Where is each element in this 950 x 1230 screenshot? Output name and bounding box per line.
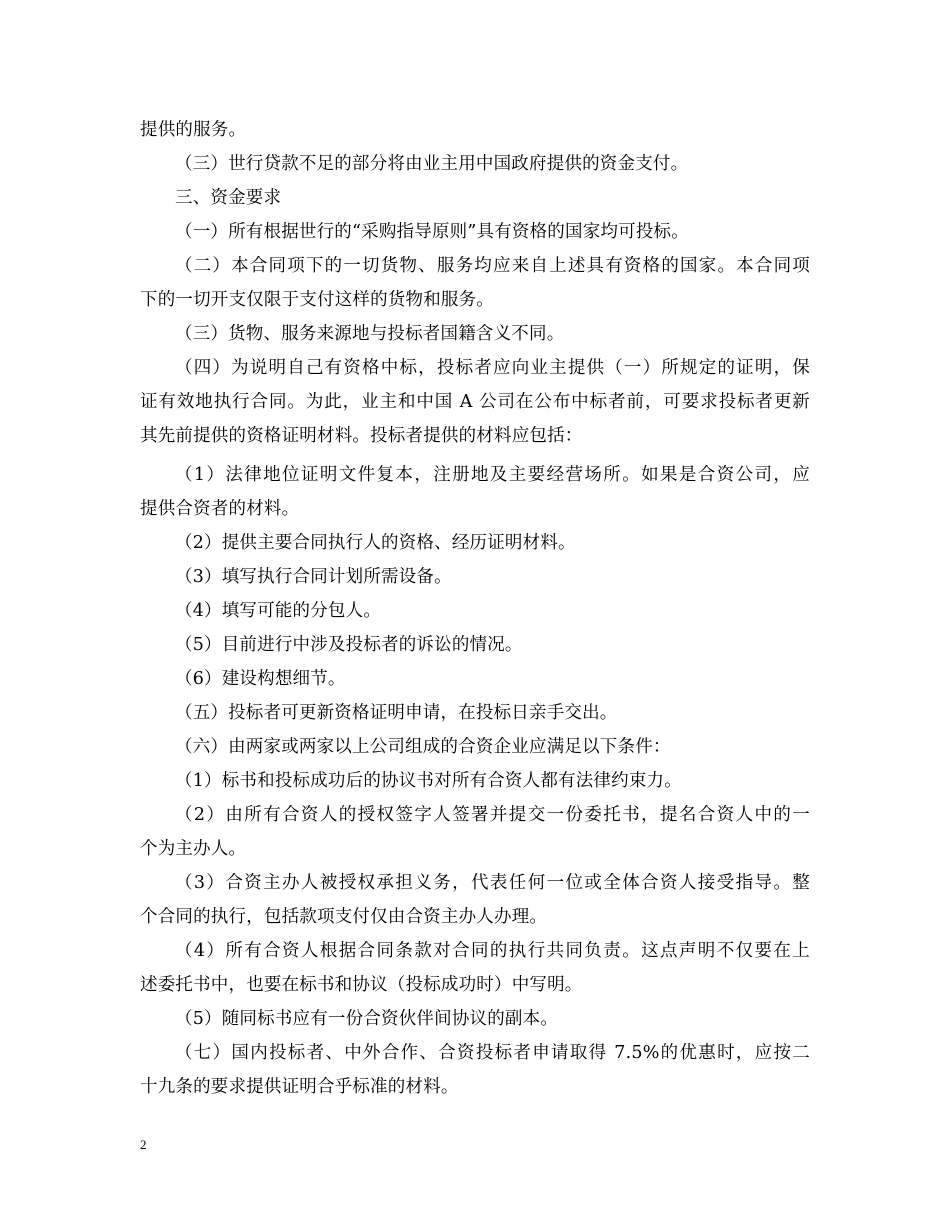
- text-line: （三）世行贷款不足的部分将由业主用中国政府提供的资金支付。: [175, 154, 689, 174]
- text-line: 个为主办人。: [140, 839, 247, 859]
- text-line: 十九条的要求提供证明合乎标准的材料。: [140, 1077, 459, 1097]
- text-line: （三）货物、服务来源地与投标者国籍含义不同。: [175, 324, 565, 344]
- text-line: 其先前提供的资格证明材料。投标者提供的材料应包括：: [140, 426, 583, 446]
- text-line: 提供的服务。: [140, 120, 247, 140]
- text-line: 述委托书中，也要在标书和协议（投标成功时）中写明。: [140, 975, 583, 995]
- text-line: （2）提供主要合同执行人的资格、经历证明材料。: [175, 533, 576, 553]
- text-line: （6）建设构想细节。: [175, 669, 346, 689]
- text-line: （5）随同标书应有一份合资伙伴间协议的副本。: [175, 1009, 559, 1029]
- text-line: （六）由两家或两家以上公司组成的合资企业应满足以下条件：: [175, 737, 671, 757]
- text-line: （一）所有根据世行的“采购指导原则”具有资格的国家均可投标。: [175, 222, 689, 242]
- text-line: （2）由所有合资人的授权签字人签署并提交一份委托书，提名合资人中的一: [175, 805, 810, 825]
- text-line: （五）投标者可更新资格证明申请，在投标日亲手交出。: [175, 703, 618, 723]
- text-line: （1）标书和投标成功后的协议书对所有合资人都有法律约束力。: [175, 771, 682, 791]
- text-line: （1）法律地位证明文件复本，注册地及主要经营场所。如果是合资公司，应: [175, 465, 810, 485]
- page-number: 2: [140, 1137, 147, 1152]
- text-line: （二）本合同项下的一切货物、服务均应来自上述具有资格的国家。本合同项: [175, 256, 810, 276]
- text-line: （4）填写可能的分包人。: [175, 601, 382, 621]
- text-line: （3）合资主办人被授权承担义务，代表任何一位或全体合资人接受指导。整: [175, 873, 810, 893]
- text-line: 下的一切开支仅限于支付这样的货物和服务。: [140, 290, 494, 310]
- text-line: （七）国内投标者、中外合作、合资投标者申请取得 7.5%的优惠时，应按二: [175, 1043, 810, 1063]
- text-line: （四）为说明自己有资格中标，投标者应向业主提供（一）所规定的证明，保: [175, 358, 810, 378]
- text-line: （5）目前进行中涉及投标者的诉讼的情况。: [175, 635, 523, 655]
- text-line: （3）填写执行合同计划所需设备。: [175, 567, 452, 587]
- text-line: 提供合资者的材料。: [140, 499, 300, 519]
- text-line: 个合同的执行，包括款项支付仅由合资主办人办理。: [140, 907, 548, 927]
- text-line: （4）所有合资人根据合同条款对合同的执行共同负责。这点声明不仅要在上: [175, 941, 810, 961]
- text-line: 证有效地执行合同。为此，业主和中国 A 公司在公布中标者前，可要求投标者更新: [140, 392, 810, 412]
- section-heading: 三、资金要求: [175, 188, 282, 208]
